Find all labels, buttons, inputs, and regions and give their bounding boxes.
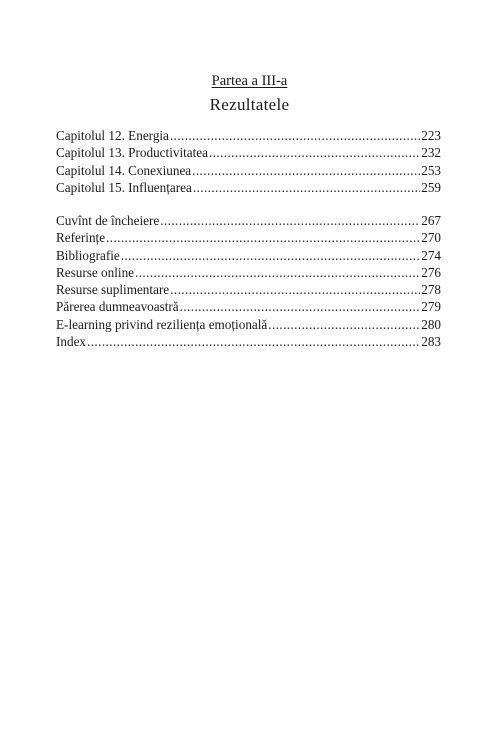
dot-leader (209, 144, 420, 161)
toc-entry-label: Capitolul 14. Conexiunea (56, 162, 192, 178)
dot-leader (193, 179, 420, 196)
toc-entry (56, 298, 441, 315)
toc-entry-page: 278 (421, 282, 441, 298)
toc-entry-label: Capitolul 15. Influențarea (56, 179, 192, 195)
toc-entry (56, 316, 441, 333)
toc-entry-page: 259 (421, 179, 441, 195)
toc-entry (56, 247, 441, 264)
toc-entry-label: Bibliografie (56, 247, 120, 263)
toc-entry-page: 253 (421, 162, 441, 178)
dot-leader (160, 212, 420, 229)
toc-entry (56, 127, 441, 144)
toc-entry (56, 212, 441, 229)
toc-entry-page: 279 (421, 299, 441, 315)
part-title: Partea a III-a (211, 73, 288, 89)
toc-entry (56, 229, 441, 246)
dot-leader (135, 264, 420, 281)
toc-entry-label: Resurse online (56, 264, 135, 280)
toc-entry-page: 283 (421, 334, 441, 350)
toc-entry-page: 280 (421, 316, 441, 332)
toc-entry-label: Părerea dumneavoastră (56, 299, 179, 315)
toc-entry-label: Capitolul 13. Productivitatea (56, 145, 208, 161)
part-header (0, 72, 499, 115)
toc-entry-label: E-learning privind reziliența emoțională (56, 316, 268, 332)
chapters-list (56, 127, 441, 196)
dot-leader (170, 281, 420, 298)
toc-entry-page: 223 (421, 128, 441, 143)
back-matter-list (56, 212, 441, 350)
toc-entry-label: Resurse suplimentare (56, 282, 170, 298)
dot-leader (121, 247, 420, 264)
dot-leader (268, 316, 420, 333)
dot-leader (170, 127, 420, 144)
toc-entry-label: Referințe (56, 230, 106, 246)
toc-entry-page: 276 (421, 264, 441, 280)
toc-entry-label: Cuvînt de încheiere (56, 213, 160, 228)
toc-entry-label: Capitolul 12. Energia (56, 128, 169, 143)
toc-entry (56, 333, 441, 350)
toc-entry (56, 179, 441, 196)
toc-entry-label: Index (56, 334, 87, 350)
toc-entry-page: 267 (421, 213, 441, 228)
part-subtitle: Rezultatele (209, 95, 290, 114)
toc-entry-page: 274 (421, 247, 441, 263)
dot-leader (87, 333, 420, 350)
toc-entry (56, 144, 441, 161)
dot-leader (180, 298, 421, 315)
dot-leader (106, 229, 420, 246)
dot-leader (192, 162, 420, 179)
toc-entry-page: 270 (421, 230, 441, 246)
toc-entry (56, 264, 441, 281)
toc-entry (56, 162, 441, 179)
toc-entry-page: 232 (421, 145, 441, 161)
toc-entry (56, 281, 441, 298)
